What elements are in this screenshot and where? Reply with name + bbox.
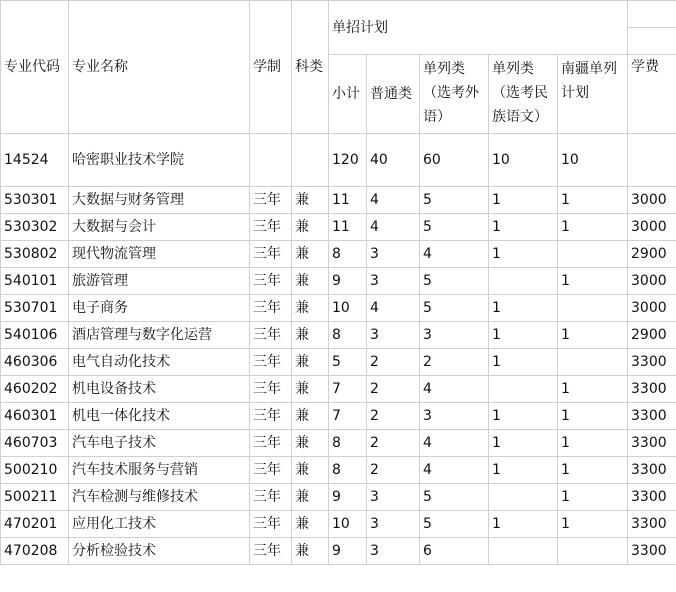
cell-code: 470201: [1, 511, 69, 538]
cell-code: 460306: [1, 349, 69, 376]
cell-duration: 三年: [250, 214, 292, 241]
institution-single-ethnic: 10: [489, 134, 558, 187]
cell-fee: 3300: [628, 403, 676, 430]
cell-single-foreign: 4: [420, 376, 489, 403]
cell-fee: 3300: [628, 457, 676, 484]
cell-single-ethnic: 1: [489, 430, 558, 457]
cell-single-ethnic: 1: [489, 457, 558, 484]
header-single-foreign: 单列类（选考外语）: [420, 55, 489, 134]
institution-southern-xinjiang: 10: [558, 134, 628, 187]
cell-name: 汽车技术服务与营销: [69, 457, 250, 484]
table-row: [1, 268, 676, 295]
cell-single-ethnic: 1: [489, 349, 558, 376]
cell-single-ethnic: 1: [489, 511, 558, 538]
cell-code: 530802: [1, 241, 69, 268]
institution-subtotal: 120: [329, 134, 367, 187]
cell-duration: 三年: [250, 187, 292, 214]
cell-code: 530701: [1, 295, 69, 322]
cell-general: 3: [367, 241, 420, 268]
cell-subtotal: 11: [329, 214, 367, 241]
cell-southern-xinjiang: 1: [558, 484, 628, 511]
table-row: [1, 403, 676, 430]
cell-single-foreign: 5: [420, 214, 489, 241]
cell-subtotal: 9: [329, 268, 367, 295]
institution-category: [292, 134, 329, 187]
cell-fee: 2900: [628, 241, 676, 268]
cell-category: 兼: [292, 376, 329, 403]
cell-name: 应用化工技术: [69, 511, 250, 538]
cell-single-foreign: 2: [420, 349, 489, 376]
cell-fee: 3000: [628, 187, 676, 214]
header-single-ethnic: 单列类（选考民族语文）: [489, 55, 558, 134]
cell-general: 2: [367, 403, 420, 430]
cell-southern-xinjiang: 1: [558, 376, 628, 403]
table-row: [1, 376, 676, 403]
cell-general: 4: [367, 187, 420, 214]
cell-fee: 3300: [628, 376, 676, 403]
cell-single-ethnic: [489, 376, 558, 403]
cell-subtotal: 10: [329, 295, 367, 322]
cell-general: 3: [367, 511, 420, 538]
cell-general: 2: [367, 376, 420, 403]
cell-fee: 2900: [628, 322, 676, 349]
cell-single-ethnic: 1: [489, 214, 558, 241]
cell-single-ethnic: 1: [489, 322, 558, 349]
cell-name: 机电设备技术: [69, 376, 250, 403]
header-row: [1, 1, 676, 28]
table-row: [1, 430, 676, 457]
institution-row: [1, 134, 676, 187]
cell-name: 汽车电子技术: [69, 430, 250, 457]
cell-name: 酒店管理与数字化运营: [69, 322, 250, 349]
cell-duration: 三年: [250, 484, 292, 511]
cell-general: 2: [367, 430, 420, 457]
cell-code: 500210: [1, 457, 69, 484]
cell-duration: 三年: [250, 322, 292, 349]
header-fee: 学费: [628, 55, 676, 134]
cell-southern-xinjiang: 1: [558, 511, 628, 538]
cell-code: 540106: [1, 322, 69, 349]
header-general: 普通类: [367, 55, 420, 134]
cell-code: 460703: [1, 430, 69, 457]
cell-fee: 3300: [628, 484, 676, 511]
cell-general: 4: [367, 214, 420, 241]
cell-category: 兼: [292, 511, 329, 538]
cell-name: 旅游管理: [69, 268, 250, 295]
cell-duration: 三年: [250, 538, 292, 565]
cell-duration: 三年: [250, 457, 292, 484]
cell-general: 3: [367, 538, 420, 565]
cell-southern-xinjiang: [558, 241, 628, 268]
cell-duration: 三年: [250, 376, 292, 403]
institution-general: 40: [367, 134, 420, 187]
cell-name: 大数据与会计: [69, 214, 250, 241]
cell-southern-xinjiang: 1: [558, 457, 628, 484]
header-plan: 单招计划: [329, 1, 628, 55]
cell-code: 500211: [1, 484, 69, 511]
cell-code: 470208: [1, 538, 69, 565]
table-row: [1, 322, 676, 349]
cell-category: 兼: [292, 295, 329, 322]
cell-name: 大数据与财务管理: [69, 187, 250, 214]
cell-single-foreign: 3: [420, 322, 489, 349]
institution-code: 14524: [1, 134, 69, 187]
cell-subtotal: 8: [329, 457, 367, 484]
table-row: [1, 349, 676, 376]
cell-fee: 3300: [628, 511, 676, 538]
cell-southern-xinjiang: 1: [558, 322, 628, 349]
cell-general: 2: [367, 349, 420, 376]
cell-single-ethnic: [489, 484, 558, 511]
table-row: [1, 187, 676, 214]
cell-fee: 3300: [628, 349, 676, 376]
cell-fee: 3000: [628, 214, 676, 241]
cell-category: 兼: [292, 187, 329, 214]
cell-name: 机电一体化技术: [69, 403, 250, 430]
cell-southern-xinjiang: [558, 538, 628, 565]
cell-general: 3: [367, 322, 420, 349]
cell-single-foreign: 4: [420, 430, 489, 457]
institution-duration: [250, 134, 292, 187]
cell-category: 兼: [292, 268, 329, 295]
header-subtotal: 小计: [329, 55, 367, 134]
cell-subtotal: 11: [329, 187, 367, 214]
cell-name: 现代物流管理: [69, 241, 250, 268]
cell-single-foreign: 5: [420, 295, 489, 322]
cell-code: 530302: [1, 214, 69, 241]
cell-duration: 三年: [250, 241, 292, 268]
cell-fee: 3000: [628, 295, 676, 322]
cell-single-ethnic: 1: [489, 241, 558, 268]
cell-southern-xinjiang: [558, 295, 628, 322]
table-row: [1, 538, 676, 565]
cell-subtotal: 9: [329, 484, 367, 511]
cell-category: 兼: [292, 484, 329, 511]
cell-duration: 三年: [250, 295, 292, 322]
cell-duration: 三年: [250, 349, 292, 376]
cell-name: 汽车检测与维修技术: [69, 484, 250, 511]
cell-category: 兼: [292, 457, 329, 484]
cell-subtotal: 8: [329, 322, 367, 349]
cell-fee: 3300: [628, 538, 676, 565]
cell-southern-xinjiang: 1: [558, 430, 628, 457]
header-blank: [628, 1, 676, 28]
table-row: [1, 511, 676, 538]
cell-single-ethnic: [489, 268, 558, 295]
cell-southern-xinjiang: [558, 349, 628, 376]
cell-southern-xinjiang: 1: [558, 214, 628, 241]
header-name: 专业名称: [69, 1, 250, 134]
table-row: [1, 214, 676, 241]
cell-code: 460202: [1, 376, 69, 403]
cell-duration: 三年: [250, 430, 292, 457]
cell-category: 兼: [292, 430, 329, 457]
cell-name: 电气自动化技术: [69, 349, 250, 376]
cell-code: 530301: [1, 187, 69, 214]
cell-single-ethnic: [489, 538, 558, 565]
cell-code: 460301: [1, 403, 69, 430]
table-row: [1, 295, 676, 322]
cell-category: 兼: [292, 214, 329, 241]
cell-duration: 三年: [250, 268, 292, 295]
cell-category: 兼: [292, 241, 329, 268]
cell-southern-xinjiang: 1: [558, 268, 628, 295]
cell-single-foreign: 3: [420, 403, 489, 430]
cell-code: 540101: [1, 268, 69, 295]
cell-single-ethnic: 1: [489, 295, 558, 322]
cell-subtotal: 7: [329, 376, 367, 403]
cell-category: 兼: [292, 403, 329, 430]
header-category: 科类: [292, 1, 329, 134]
header-code: 专业代码: [1, 1, 69, 134]
table-row: [1, 484, 676, 511]
cell-general: 2: [367, 457, 420, 484]
header-duration: 学制: [250, 1, 292, 134]
institution-fee: [628, 134, 676, 187]
header-blank: [628, 28, 676, 55]
cell-category: 兼: [292, 322, 329, 349]
cell-single-foreign: 6: [420, 538, 489, 565]
cell-southern-xinjiang: 1: [558, 403, 628, 430]
cell-single-foreign: 5: [420, 187, 489, 214]
cell-subtotal: 10: [329, 511, 367, 538]
cell-general: 3: [367, 268, 420, 295]
cell-subtotal: 5: [329, 349, 367, 376]
cell-single-ethnic: 1: [489, 187, 558, 214]
cell-fee: 3000: [628, 268, 676, 295]
cell-single-foreign: 4: [420, 457, 489, 484]
cell-single-foreign: 5: [420, 511, 489, 538]
cell-general: 4: [367, 295, 420, 322]
table-row: [1, 457, 676, 484]
cell-single-foreign: 4: [420, 241, 489, 268]
cell-southern-xinjiang: 1: [558, 187, 628, 214]
cell-single-foreign: 5: [420, 268, 489, 295]
cell-subtotal: 8: [329, 241, 367, 268]
cell-single-foreign: 5: [420, 484, 489, 511]
cell-category: 兼: [292, 349, 329, 376]
table-row: [1, 241, 676, 268]
cell-duration: 三年: [250, 403, 292, 430]
cell-subtotal: 8: [329, 430, 367, 457]
cell-single-ethnic: 1: [489, 403, 558, 430]
cell-fee: 3300: [628, 430, 676, 457]
cell-name: 电子商务: [69, 295, 250, 322]
cell-duration: 三年: [250, 511, 292, 538]
institution-name: 哈密职业技术学院: [69, 134, 250, 187]
cell-category: 兼: [292, 538, 329, 565]
header-southern-xinjiang: 南疆单列计划: [558, 55, 628, 134]
institution-single-foreign: 60: [420, 134, 489, 187]
cell-general: 3: [367, 484, 420, 511]
cell-subtotal: 9: [329, 538, 367, 565]
cell-name: 分析检验技术: [69, 538, 250, 565]
cell-subtotal: 7: [329, 403, 367, 430]
